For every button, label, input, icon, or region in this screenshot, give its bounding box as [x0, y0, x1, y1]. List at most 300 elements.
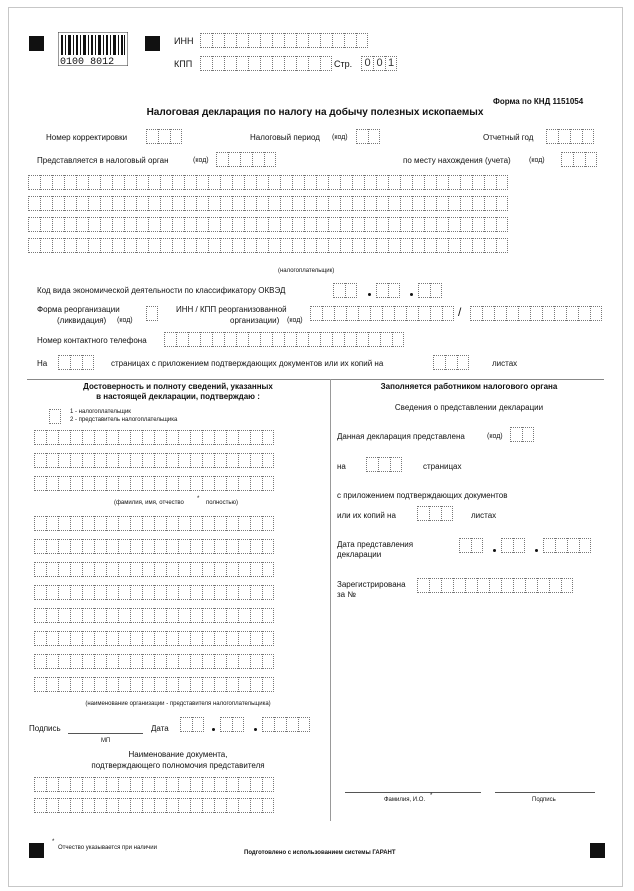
reorg-form-cells[interactable]	[146, 306, 158, 321]
input-cell[interactable]	[40, 175, 52, 190]
input-cell[interactable]	[262, 677, 274, 692]
org-name-row[interactable]	[34, 631, 274, 646]
input-cell[interactable]	[106, 453, 118, 468]
input-cell[interactable]	[142, 585, 154, 600]
input-cell[interactable]	[46, 608, 58, 623]
input-cell[interactable]	[453, 578, 465, 593]
input-cell[interactable]	[178, 430, 190, 445]
input-cell[interactable]	[202, 677, 214, 692]
input-cell[interactable]	[484, 175, 496, 190]
input-cell[interactable]	[196, 238, 208, 253]
input-cell[interactable]	[118, 585, 130, 600]
input-cell[interactable]	[448, 217, 460, 232]
input-cell[interactable]	[448, 196, 460, 211]
input-cell[interactable]	[46, 631, 58, 646]
input-cell[interactable]	[64, 175, 76, 190]
input-cell[interactable]	[166, 539, 178, 554]
input-cell[interactable]	[328, 238, 340, 253]
input-cell[interactable]	[94, 453, 106, 468]
input-cell[interactable]	[178, 562, 190, 577]
input-cell[interactable]	[34, 631, 46, 646]
fio-row[interactable]	[34, 476, 274, 491]
fio-row[interactable]	[34, 453, 274, 468]
input-cell[interactable]	[250, 798, 262, 813]
input-cell[interactable]	[202, 430, 214, 445]
input-cell[interactable]	[256, 175, 268, 190]
input-cell[interactable]	[292, 238, 304, 253]
input-cell[interactable]	[304, 196, 316, 211]
input-cell[interactable]	[344, 332, 356, 347]
input-cell[interactable]	[244, 175, 256, 190]
input-cell[interactable]	[166, 631, 178, 646]
input-cell[interactable]	[400, 217, 412, 232]
input-cell[interactable]	[244, 238, 256, 253]
input-cell[interactable]	[46, 562, 58, 577]
input-cell[interactable]	[40, 217, 52, 232]
input-cell[interactable]	[388, 217, 400, 232]
input-cell[interactable]	[166, 585, 178, 600]
input-cell[interactable]	[154, 476, 166, 491]
input-cell[interactable]	[34, 777, 46, 792]
signature-line[interactable]	[68, 733, 143, 734]
input-cell[interactable]	[190, 476, 202, 491]
input-cell[interactable]	[308, 332, 320, 347]
input-cell[interactable]	[82, 476, 94, 491]
input-cell[interactable]	[436, 196, 448, 211]
input-cell[interactable]	[112, 175, 124, 190]
input-cell[interactable]	[272, 332, 284, 347]
input-cell[interactable]	[226, 677, 238, 692]
input-cell[interactable]	[118, 562, 130, 577]
input-cell[interactable]	[238, 430, 250, 445]
input-cell[interactable]	[214, 476, 226, 491]
input-cell[interactable]	[501, 578, 513, 593]
doc-name-grid[interactable]	[34, 777, 274, 813]
input-cell[interactable]	[154, 677, 166, 692]
input-cell[interactable]	[58, 539, 70, 554]
input-cell[interactable]	[166, 654, 178, 669]
input-cell[interactable]	[188, 332, 200, 347]
org-name-row[interactable]	[34, 654, 274, 669]
input-cell[interactable]	[226, 516, 238, 531]
input-cell[interactable]	[178, 631, 190, 646]
input-cell[interactable]	[52, 238, 64, 253]
input-cell[interactable]	[232, 217, 244, 232]
input-cell[interactable]	[250, 608, 262, 623]
input-cell[interactable]	[208, 175, 220, 190]
input-cell[interactable]	[118, 631, 130, 646]
input-cell[interactable]	[46, 677, 58, 692]
input-cell[interactable]	[172, 238, 184, 253]
input-cell[interactable]	[376, 175, 388, 190]
input-cell[interactable]	[178, 476, 190, 491]
input-cell[interactable]	[328, 196, 340, 211]
input-cell[interactable]	[262, 777, 274, 792]
input-cell[interactable]	[136, 238, 148, 253]
input-cell[interactable]	[118, 654, 130, 669]
tax-authority-cells[interactable]	[216, 152, 276, 167]
input-cell[interactable]	[142, 608, 154, 623]
input-cell[interactable]	[94, 539, 106, 554]
official-pages-cells[interactable]	[366, 457, 402, 472]
input-cell[interactable]	[250, 453, 262, 468]
input-cell[interactable]	[52, 217, 64, 232]
input-cell[interactable]	[148, 217, 160, 232]
phone-cells[interactable]	[164, 332, 404, 347]
input-cell[interactable]	[142, 476, 154, 491]
input-cell[interactable]	[262, 631, 274, 646]
input-cell[interactable]	[76, 175, 88, 190]
input-cell[interactable]	[250, 631, 262, 646]
input-cell[interactable]	[166, 798, 178, 813]
input-cell[interactable]	[200, 332, 212, 347]
input-cell[interactable]	[226, 608, 238, 623]
input-cell[interactable]	[166, 516, 178, 531]
input-cell[interactable]	[262, 654, 274, 669]
input-cell[interactable]	[76, 196, 88, 211]
input-cell[interactable]	[304, 175, 316, 190]
input-cell[interactable]	[202, 777, 214, 792]
input-cell[interactable]	[537, 578, 549, 593]
input-cell[interactable]	[124, 196, 136, 211]
input-cell[interactable]	[94, 562, 106, 577]
input-cell[interactable]	[154, 585, 166, 600]
input-cell[interactable]	[94, 798, 106, 813]
input-cell[interactable]	[142, 777, 154, 792]
input-cell[interactable]	[496, 238, 508, 253]
input-cell[interactable]	[88, 217, 100, 232]
input-cell[interactable]	[196, 175, 208, 190]
input-cell[interactable]	[100, 217, 112, 232]
input-cell[interactable]	[484, 217, 496, 232]
input-cell[interactable]	[460, 238, 472, 253]
input-cell[interactable]	[190, 516, 202, 531]
input-cell[interactable]	[472, 196, 484, 211]
registration-number-cells[interactable]	[417, 578, 573, 593]
input-cell[interactable]	[70, 539, 82, 554]
input-cell[interactable]	[172, 175, 184, 190]
sign-date-day[interactable]	[180, 717, 204, 732]
input-cell[interactable]	[238, 631, 250, 646]
input-cell[interactable]	[172, 217, 184, 232]
input-cell[interactable]	[94, 654, 106, 669]
input-cell[interactable]	[202, 608, 214, 623]
input-cell[interactable]	[154, 798, 166, 813]
input-cell[interactable]	[202, 453, 214, 468]
input-cell[interactable]	[118, 677, 130, 692]
input-cell[interactable]	[70, 430, 82, 445]
input-cell[interactable]	[70, 585, 82, 600]
input-cell[interactable]	[130, 516, 142, 531]
input-cell[interactable]	[220, 238, 232, 253]
input-cell[interactable]	[296, 332, 308, 347]
input-cell[interactable]	[70, 476, 82, 491]
input-cell[interactable]	[178, 654, 190, 669]
input-cell[interactable]	[292, 196, 304, 211]
org-name-row[interactable]	[34, 539, 274, 554]
input-cell[interactable]	[40, 238, 52, 253]
input-cell[interactable]	[400, 196, 412, 211]
org-name-row[interactable]	[34, 516, 274, 531]
input-cell[interactable]	[106, 539, 118, 554]
input-cell[interactable]	[58, 585, 70, 600]
input-cell[interactable]	[94, 631, 106, 646]
input-cell[interactable]	[226, 798, 238, 813]
input-cell[interactable]	[214, 585, 226, 600]
input-cell[interactable]	[226, 430, 238, 445]
input-cell[interactable]	[248, 332, 260, 347]
input-cell[interactable]	[202, 516, 214, 531]
input-cell[interactable]	[340, 196, 352, 211]
input-cell[interactable]	[178, 516, 190, 531]
input-cell[interactable]	[214, 654, 226, 669]
input-cell[interactable]	[460, 175, 472, 190]
input-cell[interactable]	[226, 654, 238, 669]
input-cell[interactable]	[154, 539, 166, 554]
input-cell[interactable]	[424, 238, 436, 253]
input-cell[interactable]	[316, 238, 328, 253]
taxpayer-name-row[interactable]	[28, 238, 508, 253]
input-cell[interactable]	[58, 453, 70, 468]
input-cell[interactable]	[154, 453, 166, 468]
input-cell[interactable]	[58, 476, 70, 491]
input-cell[interactable]	[82, 654, 94, 669]
input-cell[interactable]	[166, 562, 178, 577]
input-cell[interactable]	[154, 777, 166, 792]
input-cell[interactable]	[441, 578, 453, 593]
input-cell[interactable]	[184, 196, 196, 211]
input-cell[interactable]	[118, 516, 130, 531]
input-cell[interactable]	[142, 516, 154, 531]
input-cell[interactable]	[106, 654, 118, 669]
input-cell[interactable]	[352, 175, 364, 190]
input-cell[interactable]	[70, 516, 82, 531]
input-cell[interactable]	[112, 238, 124, 253]
input-cell[interactable]	[460, 196, 472, 211]
input-cell[interactable]	[256, 238, 268, 253]
input-cell[interactable]	[412, 196, 424, 211]
input-cell[interactable]	[250, 539, 262, 554]
input-cell[interactable]	[262, 430, 274, 445]
input-cell[interactable]	[268, 196, 280, 211]
input-cell[interactable]	[28, 238, 40, 253]
input-cell[interactable]	[148, 175, 160, 190]
input-cell[interactable]	[232, 196, 244, 211]
input-cell[interactable]	[436, 238, 448, 253]
input-cell[interactable]	[106, 562, 118, 577]
reporting-year-cells[interactable]	[546, 129, 594, 144]
input-cell[interactable]	[489, 578, 501, 593]
input-cell[interactable]	[238, 798, 250, 813]
location-cells[interactable]	[561, 152, 597, 167]
input-cell[interactable]	[496, 196, 508, 211]
input-cell[interactable]	[34, 585, 46, 600]
input-cell[interactable]	[340, 175, 352, 190]
input-cell[interactable]	[82, 777, 94, 792]
input-cell[interactable]	[130, 677, 142, 692]
input-cell[interactable]	[64, 217, 76, 232]
input-cell[interactable]	[280, 196, 292, 211]
input-cell[interactable]	[164, 332, 176, 347]
okved-cells-3[interactable]	[418, 283, 442, 298]
input-cell[interactable]	[76, 217, 88, 232]
input-cell[interactable]	[214, 677, 226, 692]
input-cell[interactable]	[226, 562, 238, 577]
input-cell[interactable]	[46, 798, 58, 813]
signer-type-cell[interactable]	[49, 409, 61, 424]
input-cell[interactable]	[94, 585, 106, 600]
input-cell[interactable]	[388, 196, 400, 211]
input-cell[interactable]	[214, 631, 226, 646]
input-cell[interactable]	[34, 516, 46, 531]
input-cell[interactable]	[184, 238, 196, 253]
input-cell[interactable]	[112, 196, 124, 211]
input-cell[interactable]	[58, 608, 70, 623]
input-cell[interactable]	[100, 196, 112, 211]
input-cell[interactable]	[472, 238, 484, 253]
input-cell[interactable]	[250, 654, 262, 669]
input-cell[interactable]	[82, 453, 94, 468]
input-cell[interactable]	[130, 585, 142, 600]
input-cell[interactable]	[124, 238, 136, 253]
input-cell[interactable]	[94, 608, 106, 623]
input-cell[interactable]	[280, 238, 292, 253]
input-cell[interactable]	[34, 539, 46, 554]
input-cell[interactable]	[154, 562, 166, 577]
input-cell[interactable]	[190, 562, 202, 577]
input-cell[interactable]	[214, 516, 226, 531]
input-cell[interactable]	[106, 585, 118, 600]
input-cell[interactable]	[190, 798, 202, 813]
input-cell[interactable]	[256, 217, 268, 232]
sign-date-month[interactable]	[220, 717, 244, 732]
input-cell[interactable]	[106, 608, 118, 623]
input-cell[interactable]	[28, 217, 40, 232]
input-cell[interactable]	[88, 196, 100, 211]
input-cell[interactable]	[70, 798, 82, 813]
input-cell[interactable]	[238, 539, 250, 554]
input-cell[interactable]	[220, 217, 232, 232]
input-cell[interactable]	[392, 332, 404, 347]
input-cell[interactable]	[436, 175, 448, 190]
input-cell[interactable]	[238, 677, 250, 692]
input-cell[interactable]	[118, 608, 130, 623]
input-cell[interactable]	[82, 562, 94, 577]
input-cell[interactable]	[448, 238, 460, 253]
input-cell[interactable]	[214, 777, 226, 792]
input-cell[interactable]	[262, 476, 274, 491]
input-cell[interactable]	[388, 238, 400, 253]
input-cell[interactable]	[250, 777, 262, 792]
input-cell[interactable]	[82, 539, 94, 554]
input-cell[interactable]	[214, 562, 226, 577]
input-cell[interactable]	[250, 585, 262, 600]
input-cell[interactable]	[94, 677, 106, 692]
input-cell[interactable]	[226, 585, 238, 600]
input-cell[interactable]	[484, 196, 496, 211]
input-cell[interactable]	[130, 453, 142, 468]
input-cell[interactable]	[46, 539, 58, 554]
okved-cells-1[interactable]	[333, 283, 357, 298]
input-cell[interactable]	[112, 217, 124, 232]
input-cell[interactable]	[202, 585, 214, 600]
input-cell[interactable]	[142, 677, 154, 692]
input-cell[interactable]	[70, 654, 82, 669]
input-cell[interactable]	[214, 539, 226, 554]
input-cell[interactable]	[280, 175, 292, 190]
input-cell[interactable]	[94, 430, 106, 445]
input-cell[interactable]	[400, 238, 412, 253]
input-cell[interactable]	[34, 654, 46, 669]
input-cell[interactable]	[130, 631, 142, 646]
input-cell[interactable]	[70, 453, 82, 468]
input-cell[interactable]	[190, 608, 202, 623]
input-cell[interactable]	[34, 677, 46, 692]
input-cell[interactable]	[262, 516, 274, 531]
input-cell[interactable]	[376, 196, 388, 211]
input-cell[interactable]	[130, 777, 142, 792]
input-cell[interactable]	[304, 217, 316, 232]
input-cell[interactable]	[412, 217, 424, 232]
input-cell[interactable]	[328, 175, 340, 190]
input-cell[interactable]	[166, 430, 178, 445]
input-cell[interactable]	[224, 332, 236, 347]
input-cell[interactable]	[142, 539, 154, 554]
input-cell[interactable]	[352, 196, 364, 211]
input-cell[interactable]	[142, 631, 154, 646]
input-cell[interactable]	[388, 175, 400, 190]
input-cell[interactable]	[76, 238, 88, 253]
input-cell[interactable]	[190, 677, 202, 692]
input-cell[interactable]	[70, 777, 82, 792]
sign-date-year[interactable]	[262, 717, 310, 732]
input-cell[interactable]	[424, 175, 436, 190]
input-cell[interactable]	[190, 631, 202, 646]
input-cell[interactable]	[34, 430, 46, 445]
input-cell[interactable]	[525, 578, 537, 593]
input-cell[interactable]	[484, 238, 496, 253]
input-cell[interactable]	[244, 196, 256, 211]
input-cell[interactable]	[250, 430, 262, 445]
input-cell[interactable]	[106, 777, 118, 792]
input-cell[interactable]	[58, 631, 70, 646]
input-cell[interactable]	[352, 238, 364, 253]
input-cell[interactable]	[28, 175, 40, 190]
input-cell[interactable]	[118, 539, 130, 554]
input-cell[interactable]	[262, 798, 274, 813]
input-cell[interactable]	[220, 196, 232, 211]
input-cell[interactable]	[316, 217, 328, 232]
input-cell[interactable]	[34, 453, 46, 468]
input-cell[interactable]	[70, 631, 82, 646]
input-cell[interactable]	[70, 608, 82, 623]
input-cell[interactable]	[368, 332, 380, 347]
input-cell[interactable]	[94, 777, 106, 792]
org-name-row[interactable]	[34, 608, 274, 623]
input-cell[interactable]	[154, 430, 166, 445]
input-cell[interactable]	[82, 608, 94, 623]
input-cell[interactable]	[260, 332, 272, 347]
input-cell[interactable]	[82, 631, 94, 646]
input-cell[interactable]	[106, 430, 118, 445]
input-cell[interactable]	[58, 798, 70, 813]
input-cell[interactable]	[142, 453, 154, 468]
input-cell[interactable]	[220, 175, 232, 190]
doc-name-row[interactable]	[34, 777, 274, 792]
input-cell[interactable]	[250, 476, 262, 491]
input-cell[interactable]	[142, 562, 154, 577]
input-cell[interactable]	[561, 578, 573, 593]
